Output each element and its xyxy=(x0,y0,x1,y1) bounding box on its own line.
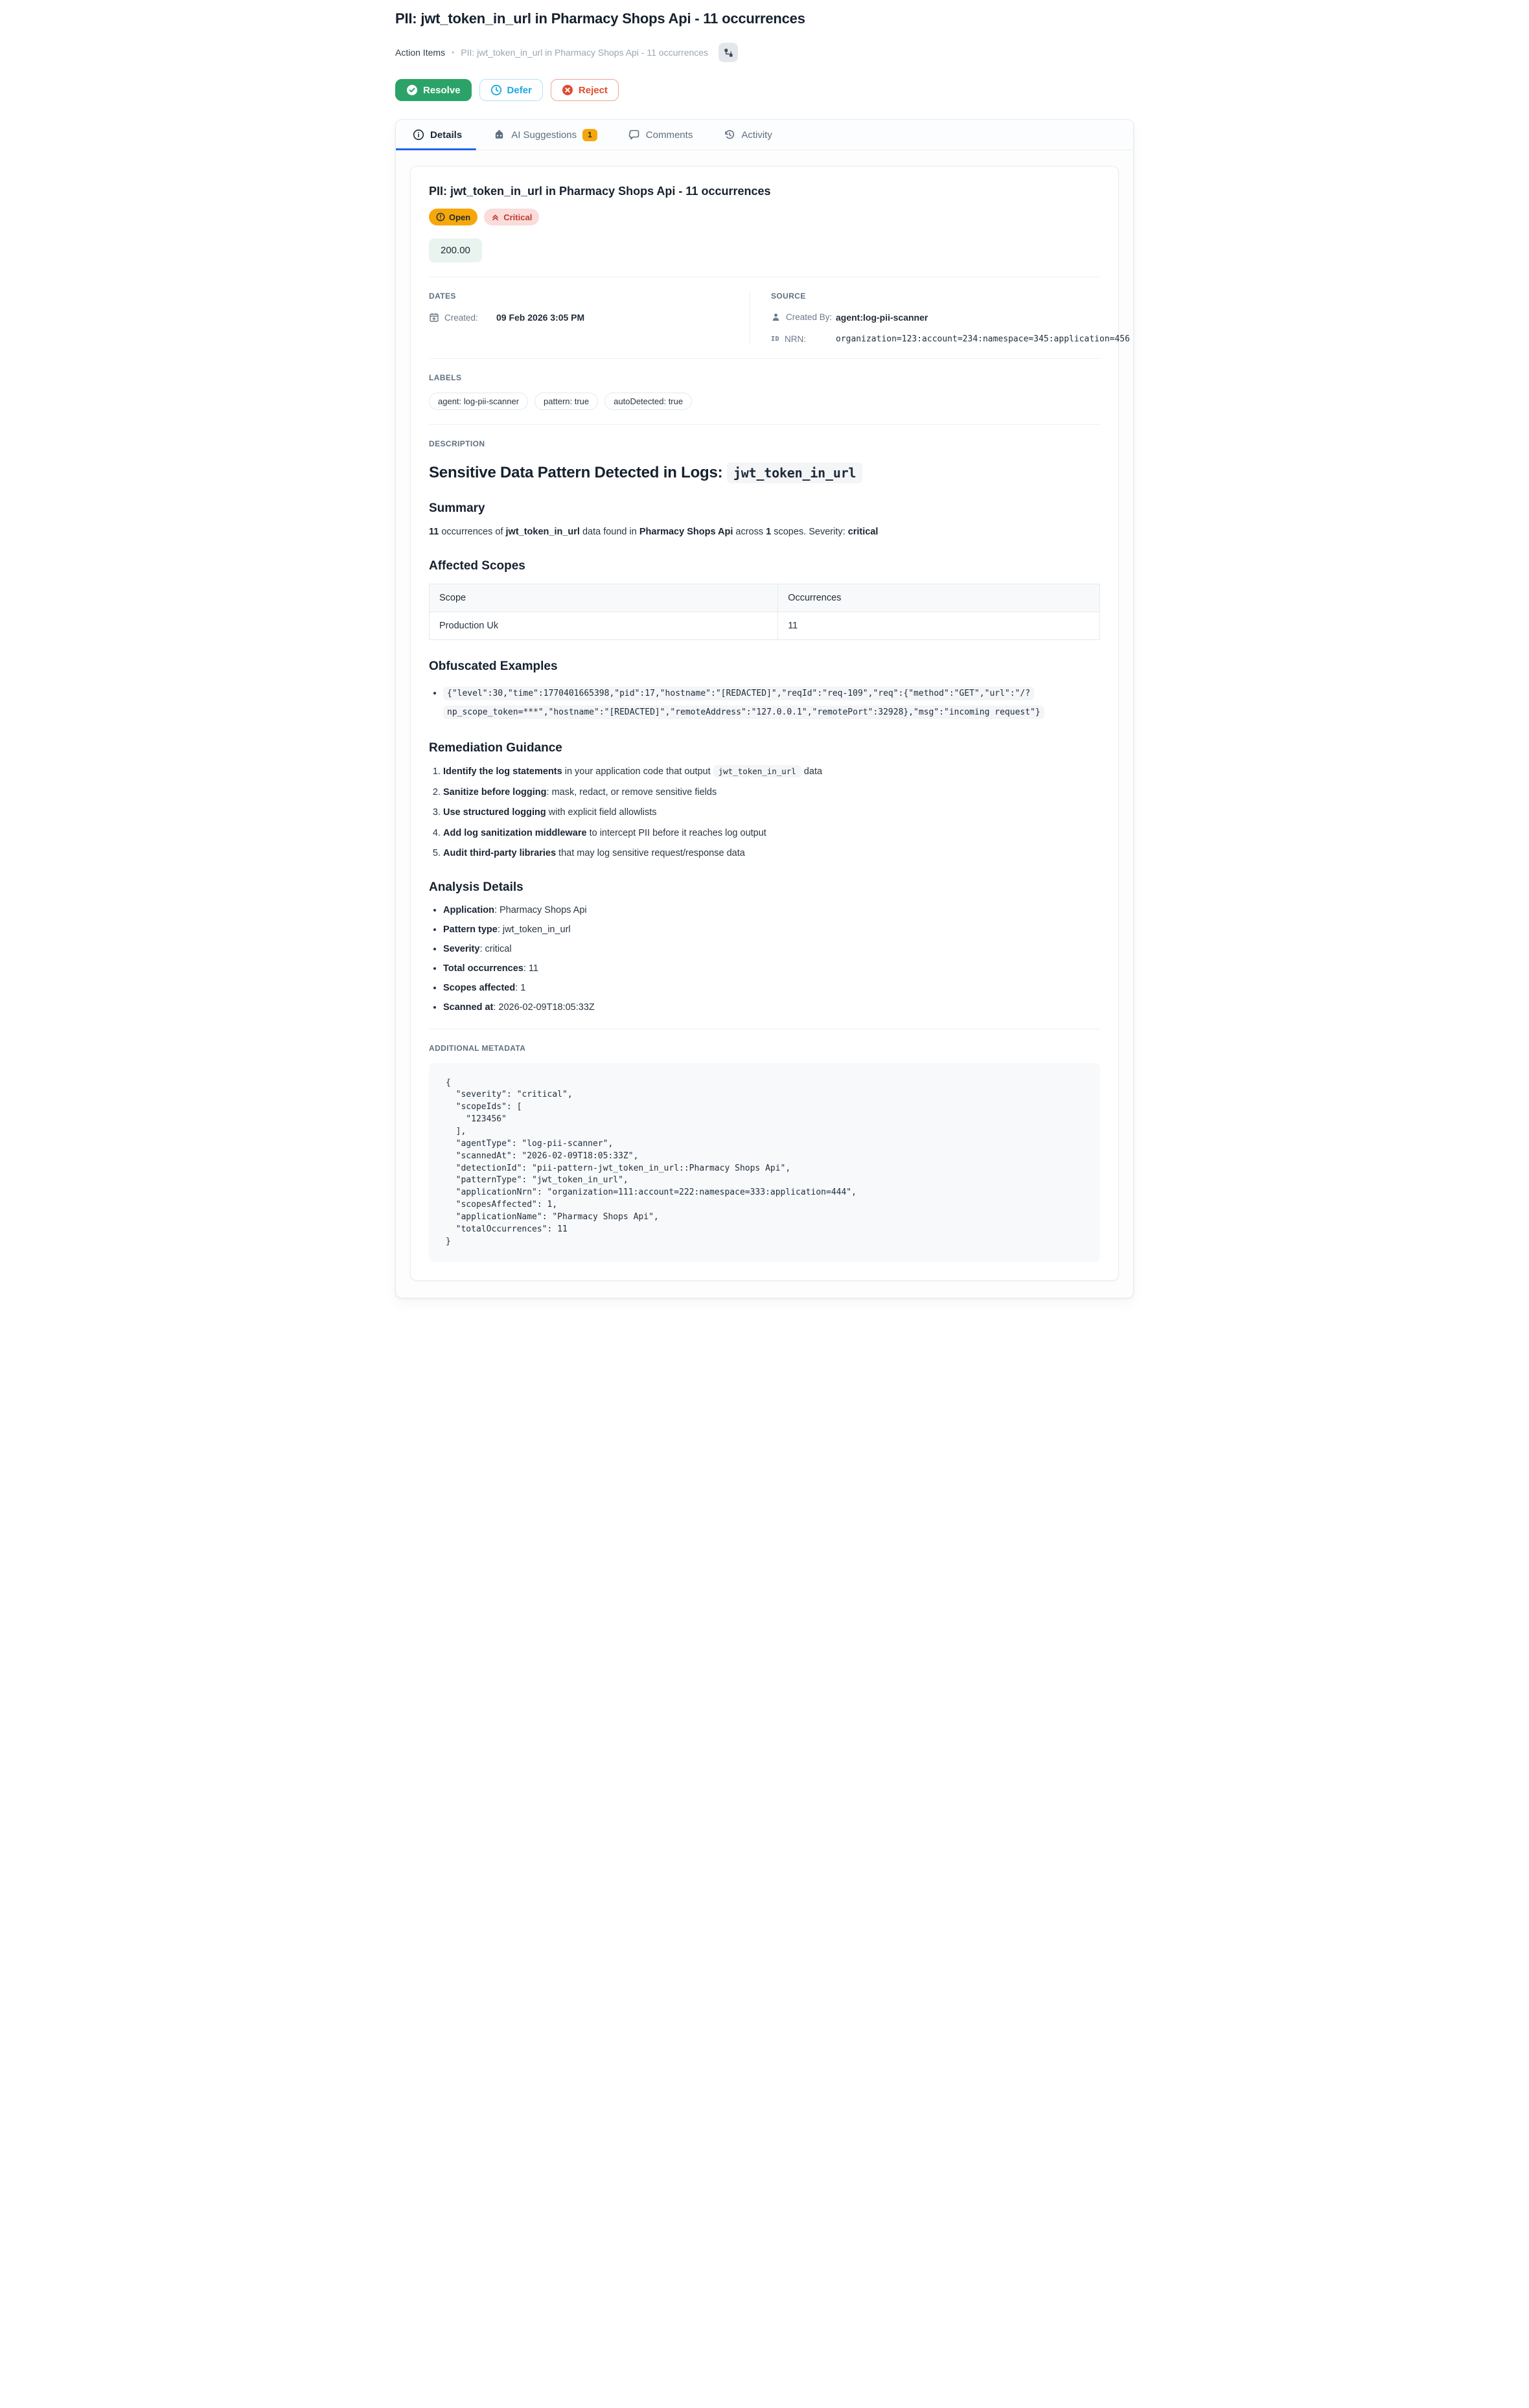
table-header-row xyxy=(430,584,1100,612)
remediation-step: 2. Sanitize before logging: mask, redact, or remove sensitive fields xyxy=(443,785,1100,799)
tab-details[interactable] xyxy=(413,120,462,150)
obfuscated-examples-heading: Obfuscated Examples xyxy=(429,659,558,674)
analysis-item: • Severity: critical xyxy=(443,943,1100,956)
ai-suggestions-count-badge: 1 xyxy=(582,129,597,141)
analysis-item: • Application: Pharmacy Shops Api xyxy=(443,904,1100,917)
remediation-step: 4. Add log sanitization middleware to intercept PII before it reaches log output xyxy=(443,826,1100,840)
label-chip: pattern: true xyxy=(535,393,598,410)
person-icon xyxy=(771,312,781,322)
action-item-title: PII: jwt_token_in_url in Pharmacy Shops Api - 11 occurrences xyxy=(429,185,771,198)
labels-section xyxy=(429,373,1100,410)
page-title: PII: jwt_token_in_url in Pharmacy Shops Api - 11 occurrences xyxy=(395,10,805,27)
analysis-item: • Scopes affected: 1 xyxy=(443,981,1100,995)
badges-row xyxy=(429,209,1100,225)
sitemap-icon-button[interactable] xyxy=(719,43,738,62)
created-by-value: agent:log-pii-scanner xyxy=(836,312,928,323)
created-label: Created: xyxy=(444,312,478,323)
labels-heading: LABELS xyxy=(429,373,462,382)
source-column xyxy=(750,292,1130,344)
detail-panel xyxy=(395,119,1134,1298)
clock-icon xyxy=(490,84,502,96)
created-by-key xyxy=(771,312,836,322)
nrn-key xyxy=(771,334,836,344)
history-clock-icon xyxy=(724,129,735,141)
comment-icon xyxy=(628,129,640,141)
affected-scopes-heading: Affected Scopes xyxy=(429,559,525,573)
action-item-card xyxy=(410,166,1130,1281)
remediation-heading: Remediation Guidance xyxy=(429,741,562,755)
created-by-row xyxy=(771,312,1130,323)
action-buttons xyxy=(395,79,1134,101)
id-icon: ID xyxy=(771,336,780,343)
breadcrumb-current: PII: jwt_token_in_url in Pharmacy Shops Api - 11 occurrences xyxy=(461,47,709,58)
remediation-step: 3. Use structured logging with explicit field allowlists xyxy=(443,805,1100,820)
description-title xyxy=(429,464,1100,482)
defer-button[interactable] xyxy=(479,79,543,101)
x-circle-icon xyxy=(562,84,573,96)
description-heading: DESCRIPTION xyxy=(429,439,485,448)
page xyxy=(382,0,1147,1314)
analysis-item: • Scanned at: 2026-02-09T18:05:33Z xyxy=(443,1001,1100,1015)
remediation-step: 1. Identify the log statements in your application code that output jwt_token_in_url data xyxy=(443,764,1100,779)
tab-bar xyxy=(396,120,1133,150)
summary-text: 11 occurrences of jwt_token_in_url data found in Pharmacy Shops Api across 1 scopes. Severity: critical xyxy=(429,527,879,537)
analysis-item: • Total occurrences: 11 xyxy=(443,962,1100,976)
tab-activity[interactable] xyxy=(724,120,772,150)
source-heading: SOURCE xyxy=(771,292,806,301)
status-badge xyxy=(429,209,477,225)
cell-scope: Production Uk xyxy=(430,612,778,640)
breadcrumb-separator: • xyxy=(452,48,455,57)
metadata-json-block: { "severity": "critical", "scopeIds": [ "123456" ], "agentType": "log-pii-scanner", "scannedAt": "2026-02-09T18:05:33Z", "detectionId": "pii-pattern-jwt_token_in_url::Pharmacy Shops Api", "patternType": "jwt_token_in_url", "applicationNrn": "organization=111:account=222:namespace=333:application=444", "scopesAffected": 1, "applicationName": "Pharmacy Shops Api", "totalOccurrences": 11 } xyxy=(429,1063,1100,1263)
label-chip: agent: log-pii-scanner xyxy=(429,393,528,410)
created-by-label: Created By: xyxy=(786,312,833,322)
check-circle-icon xyxy=(406,84,418,96)
column-header-scope: Scope xyxy=(430,584,778,612)
summary-heading: Summary xyxy=(429,501,485,515)
defer-label: Defer xyxy=(507,84,532,96)
sitemap-icon xyxy=(724,48,733,58)
robot-icon xyxy=(493,129,505,141)
severity-badge xyxy=(484,209,539,225)
status-badge-label: Open xyxy=(449,212,471,222)
created-value: 09 Feb 2026 3:05 PM xyxy=(496,312,585,323)
additional-metadata-section xyxy=(429,1044,1100,1263)
divider xyxy=(429,358,1100,359)
tab-comments[interactable] xyxy=(628,120,693,150)
cell-occurrences: 11 xyxy=(778,612,1100,640)
tab-comments-label: Comments xyxy=(645,129,693,141)
amount-value: 200.00 xyxy=(429,238,482,262)
remediation-step: 5. Audit third-party libraries that may log sensitive request/response data xyxy=(443,846,1100,860)
active-tab-indicator xyxy=(396,148,476,150)
alert-circle-icon xyxy=(436,212,445,222)
obfuscated-examples-list xyxy=(429,684,1100,722)
description-title-code: jwt_token_in_url xyxy=(727,463,862,483)
severity-badge-label: Critical xyxy=(503,212,533,222)
nrn-row xyxy=(771,334,1130,344)
label-chip: autoDetected: true xyxy=(604,393,692,410)
created-row xyxy=(429,312,750,323)
created-key xyxy=(429,312,496,323)
example-code: {"level":30,"time":1770401665398,"pid":17,"hostname":"[REDACTED]","reqId":"req-109","req":{"method":"GET","url":"/?np_scope_token=***","hostname":"[REDACTED]","remoteAddress":"127.0.0.1","remotePort":32928},"msg":"incoming request"} xyxy=(443,687,1044,719)
tab-ai-suggestions[interactable] xyxy=(493,120,597,150)
info-icon xyxy=(413,129,424,141)
table-row xyxy=(430,612,1100,640)
example-item xyxy=(443,684,1100,722)
tab-details-label: Details xyxy=(430,129,463,141)
column-header-occurrences: Occurrences xyxy=(778,584,1100,612)
reject-button[interactable] xyxy=(551,79,619,101)
tab-activity-label: Activity xyxy=(741,129,772,141)
chevrons-up-icon xyxy=(491,213,500,222)
tab-content-details xyxy=(396,150,1133,1298)
analysis-details-heading: Analysis Details xyxy=(429,880,523,894)
description-title-text: Sensitive Data Pattern Detected in Logs: xyxy=(429,464,727,481)
divider xyxy=(429,424,1100,425)
reject-label: Reject xyxy=(578,84,608,96)
description-section xyxy=(429,439,1100,1015)
analysis-item: • Pattern type: jwt_token_in_url xyxy=(443,923,1100,937)
dates-heading: DATES xyxy=(429,292,456,301)
resolve-label: Resolve xyxy=(423,84,461,96)
label-chips xyxy=(429,393,1100,410)
tab-ai-label: AI Suggestions xyxy=(511,129,577,141)
remediation-list xyxy=(429,764,1100,860)
resolve-button[interactable] xyxy=(395,79,472,101)
dates-column xyxy=(429,292,750,344)
additional-metadata-heading: ADDITIONAL METADATA xyxy=(429,1043,526,1053)
calendar-plus-icon xyxy=(429,312,439,323)
dates-source-section xyxy=(429,292,1130,344)
affected-scopes-table xyxy=(429,584,1100,640)
breadcrumb xyxy=(395,43,1134,62)
breadcrumb-root-link[interactable]: Action Items xyxy=(395,47,446,58)
analysis-details-list xyxy=(429,904,1100,1015)
nrn-value: organization=123:account=234:namespace=345:application=456 xyxy=(836,334,1130,344)
nrn-label: NRN: xyxy=(785,334,807,344)
